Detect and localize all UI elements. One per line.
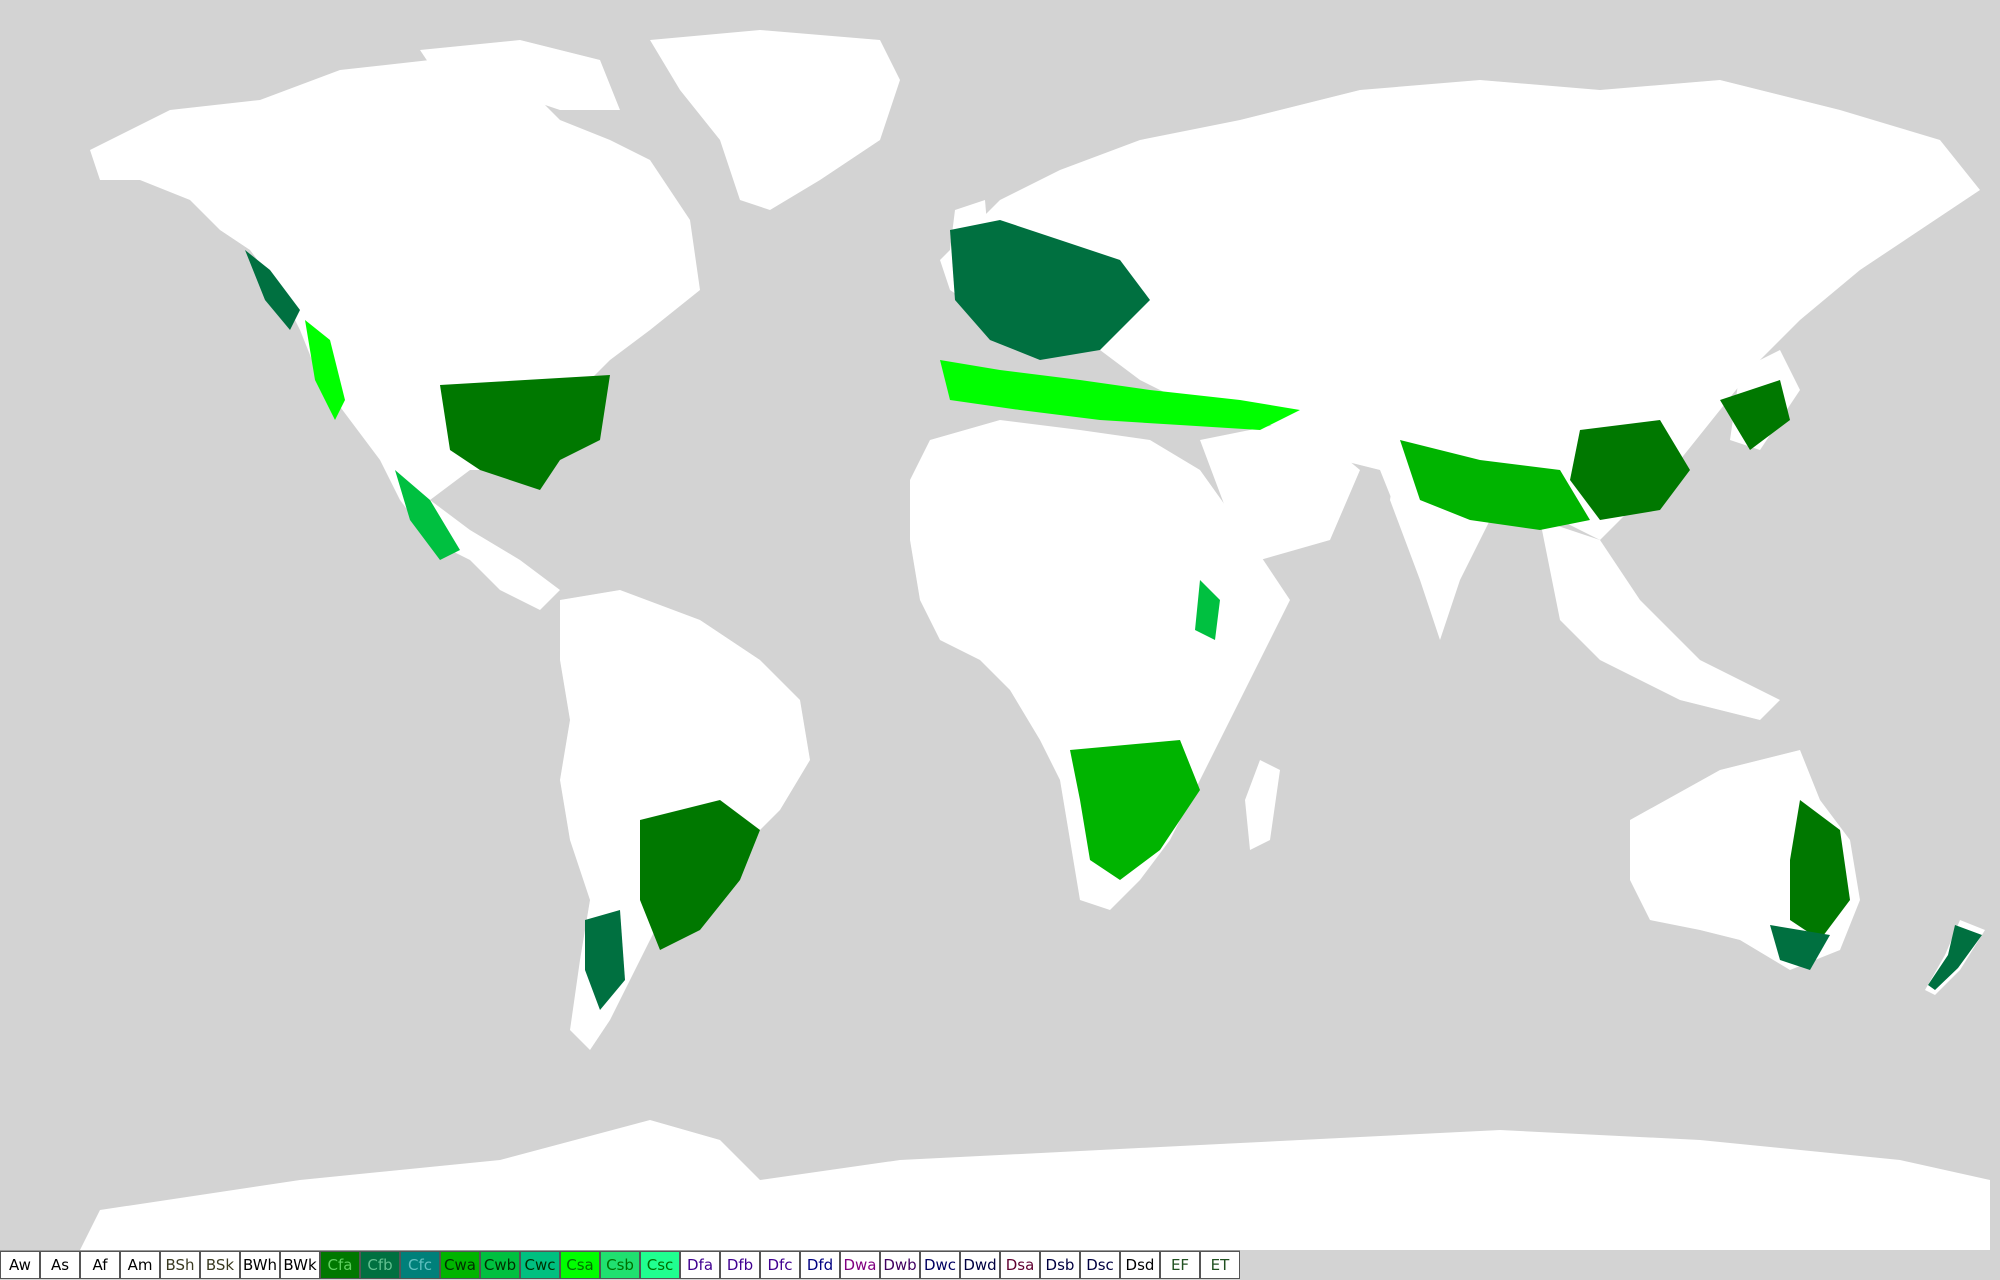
legend-item-dfd: Dfd (800, 1251, 840, 1279)
legend-item-dsd: Dsd (1120, 1251, 1160, 1279)
climate-legend (0, 1250, 1240, 1279)
legend-item-dfc: Dfc (760, 1251, 800, 1279)
legend-item-bsh: BSh (160, 1251, 200, 1279)
legend-item-dsb: Dsb (1040, 1251, 1080, 1279)
legend-item-csb: Csb (600, 1251, 640, 1279)
legend-item-dwc: Dwc (920, 1251, 960, 1279)
legend-item-cfa: Cfa (320, 1251, 360, 1279)
legend-item-bwh: BWh (240, 1251, 280, 1279)
legend-item-am: Am (120, 1251, 160, 1279)
legend-item-dwb: Dwb (880, 1251, 920, 1279)
legend-item-as: As (40, 1251, 80, 1279)
legend-item-dwa: Dwa (840, 1251, 880, 1279)
legend-item-cwb: Cwb (480, 1251, 520, 1279)
legend-item-cwa: Cwa (440, 1251, 480, 1279)
legend-item-bwk: BWk (280, 1251, 320, 1279)
legend-item-cfc: Cfc (400, 1251, 440, 1279)
legend-item-dfb: Dfb (720, 1251, 760, 1279)
legend-item-cfb: Cfb (360, 1251, 400, 1279)
legend-item-csc: Csc (640, 1251, 680, 1279)
legend-item-aw: Aw (0, 1251, 40, 1279)
legend-item-ef: EF (1160, 1251, 1200, 1279)
legend-item-dsc: Dsc (1080, 1251, 1120, 1279)
legend-item-csa: Csa (560, 1251, 600, 1279)
legend-item-dsa: Dsa (1000, 1251, 1040, 1279)
legend-item-bsk: BSk (200, 1251, 240, 1279)
legend-item-cwc: Cwc (520, 1251, 560, 1279)
legend-item-af: Af (80, 1251, 120, 1279)
legend-item-dfa: Dfa (680, 1251, 720, 1279)
legend-item-dwd: Dwd (960, 1251, 1000, 1279)
legend-item-et: ET (1200, 1251, 1240, 1279)
